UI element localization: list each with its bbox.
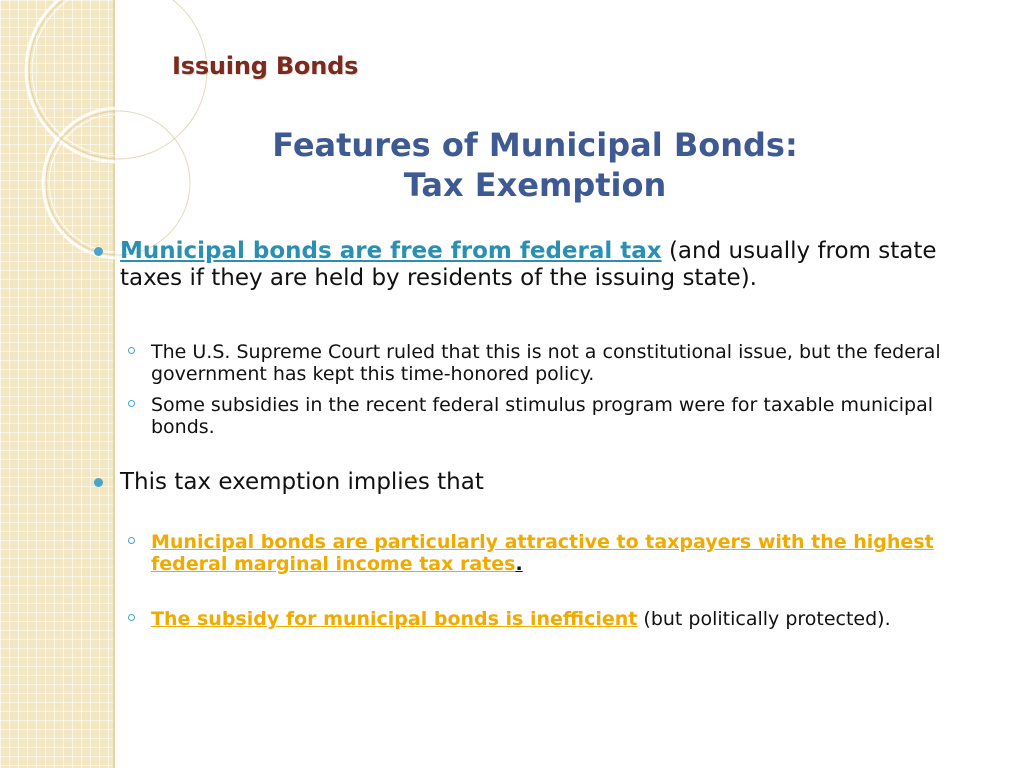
slide-title-line-2: Tax Exemption [403,166,667,204]
sub-bullet-1-2 [92,394,962,438]
sub-bullet-ring-icon [128,400,135,407]
sub-bullet-ring-icon [128,537,135,544]
sub-bullet-2-1 [92,531,962,575]
sub-bullet-2-1-tail: . [515,553,523,575]
slide-title [130,125,940,205]
sub-bullet-2-2 [92,608,962,630]
slide-title-line-1: Features of Municipal Bonds: [272,126,798,164]
sub-bullet-2-2-link[interactable]: The subsidy for municipal bonds is inefficient [151,608,638,630]
sub-bullet-ring-icon [128,347,135,354]
bullet-2 [92,469,962,496]
section-label: Issuing Bonds [172,52,359,80]
sub-bullet-1-2-text: Some subsidies in the recent federal stimulus program were for taxable municipal bonds. [151,394,934,438]
bullet-2-text: This tax exemption implies that [120,469,484,495]
bullet-dot-icon [94,247,103,256]
bullet-1 [92,238,962,292]
sub-bullet-2-2-text: (but politically protected). [637,608,891,630]
bullet-dot-icon [94,478,103,487]
sub-bullet-2-1-link[interactable]: Municipal bonds are particularly attractive to taxpayers with the highest federal marginal income tax rates [151,531,934,575]
bullet-1-text: (and usually from state taxes if they are held by residents of the issuing state). [120,238,937,291]
slide-content [92,238,962,630]
sub-bullet-1-1-text: The U.S. Supreme Court ruled that this is not a constitutional issue, but the federal government has kept this time-honored policy. [151,341,941,385]
bullet-1-link[interactable]: Municipal bonds are free from federal tax [120,238,662,264]
sub-bullet-ring-icon [128,614,135,621]
sub-bullet-1-1 [92,341,962,385]
